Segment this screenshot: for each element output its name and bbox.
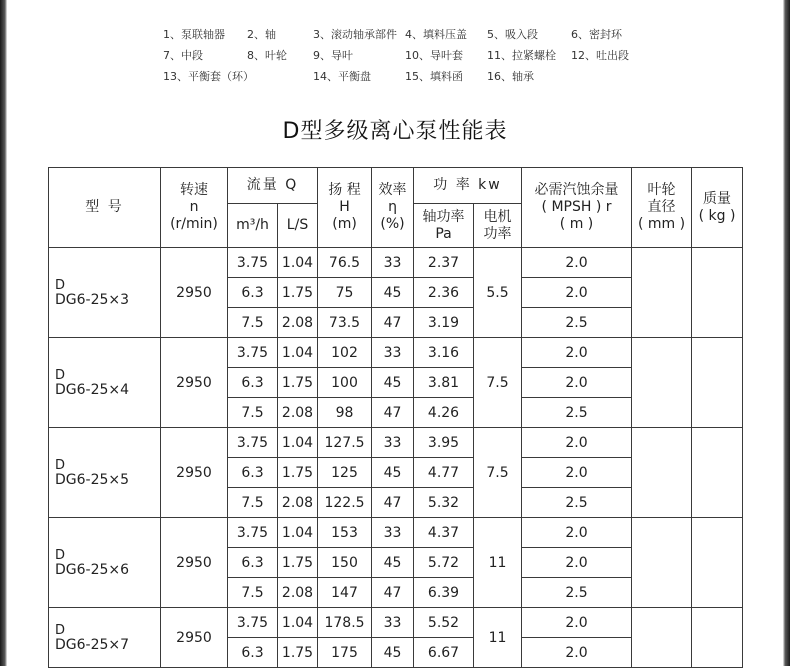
flow-m3h-cell: 6.3 [228,458,278,488]
model-name: DG6-25×6 [55,561,130,578]
model-cell [49,608,161,668]
flow-m3h-cell: 6.3 [228,368,278,398]
head-cell: 147 [318,578,372,608]
flow-m3h-cell: 7.5 [228,488,278,518]
shaft-power-cell: 3.19 [414,308,474,338]
impeller-diameter-cell [632,248,692,338]
flow-m3h-cell: 6.3 [228,638,278,668]
flow-ls-cell: 1.04 [278,608,318,638]
flow-m3h-cell: 6.3 [228,548,278,578]
model-cell [49,428,161,518]
speed-cell: 2950 [161,428,228,518]
head-cell: 153 [318,518,372,548]
legend-item: 4、填料压盖 [405,28,467,41]
legend-item: 15、填料函 [405,70,463,83]
left-edge-shadow [0,0,7,666]
shaft-power-cell: 5.32 [414,488,474,518]
legend-item: 16、轴承 [487,70,534,83]
head-cell: 102 [318,338,372,368]
head-cell: 98 [318,398,372,428]
model-cell [49,518,161,608]
efficiency-cell: 33 [372,428,414,458]
table-row [49,338,743,368]
efficiency-cell: 45 [372,638,414,668]
header-motor-power: 电机 功率 [474,204,522,248]
head-cell: 127.5 [318,428,372,458]
efficiency-cell: 47 [372,398,414,428]
speed-cell: 2950 [161,518,228,608]
header-model: 型 号 [49,168,161,248]
flow-ls-cell: 2.08 [278,308,318,338]
head-cell: 150 [318,548,372,578]
head-cell: 76.5 [318,248,372,278]
shaft-power-cell: 5.72 [414,548,474,578]
motor-power-cell: 7.5 [474,338,522,428]
motor-power-cell: 11 [474,608,522,668]
mass-cell [692,428,743,518]
npsh-cell: 2.5 [522,488,632,518]
header-efficiency: 效率 η (%) [372,168,414,248]
efficiency-cell: 47 [372,308,414,338]
flow-ls-cell: 1.04 [278,338,318,368]
legend-item: 2、轴 [247,28,276,41]
model-prefix: D [55,457,66,473]
flow-m3h-cell: 7.5 [228,308,278,338]
npsh-cell: 2.0 [522,518,632,548]
flow-m3h-cell: 3.75 [228,608,278,638]
head-cell: 75 [318,278,372,308]
npsh-cell: 2.0 [522,248,632,278]
efficiency-cell: 45 [372,548,414,578]
model-prefix: D [55,547,66,563]
shaft-power-cell: 4.37 [414,518,474,548]
legend-item: 9、导叶 [313,49,353,62]
header-impeller-diameter: 叶轮 直径 ( mm ) [632,168,692,248]
head-cell: 122.5 [318,488,372,518]
legend-row [163,66,683,87]
efficiency-cell: 45 [372,278,414,308]
flow-ls-cell: 1.75 [278,638,318,668]
legend-item: 10、导叶套 [405,49,463,62]
legend-item: 11、拉紧螺栓 [487,49,556,62]
flow-ls-cell: 1.04 [278,518,318,548]
flow-ls-cell: 2.08 [278,398,318,428]
shaft-power-cell: 4.77 [414,458,474,488]
flow-ls-cell: 1.04 [278,428,318,458]
npsh-cell: 2.0 [522,368,632,398]
header-power: 功 率 kw [414,168,522,204]
table-row [49,248,743,278]
head-cell: 73.5 [318,308,372,338]
table-header [49,168,743,248]
flow-ls-cell: 1.75 [278,458,318,488]
table-row [49,608,743,638]
header-head: 扬 程 H (m) [318,168,372,248]
head-cell: 178.5 [318,608,372,638]
legend-row [163,24,683,45]
header-speed: 转速 n (r/min) [161,168,228,248]
legend-item: 5、吸入段 [487,28,538,41]
shaft-power-cell: 6.39 [414,578,474,608]
header-flow: 流量 Q [228,168,318,204]
legend-item: 6、密封环 [571,28,622,41]
npsh-cell: 2.5 [522,578,632,608]
flow-m3h-cell: 6.3 [228,278,278,308]
header-flow-ls: L/S [278,204,318,248]
npsh-cell: 2.0 [522,428,632,458]
mass-cell [692,608,743,668]
speed-cell: 2950 [161,338,228,428]
head-cell: 175 [318,638,372,668]
flow-m3h-cell: 3.75 [228,428,278,458]
flow-m3h-cell: 3.75 [228,338,278,368]
flow-m3h-cell: 7.5 [228,398,278,428]
model-prefix: D [55,367,66,383]
page-title: D型多级离心泵性能表 [282,119,508,144]
table-row [49,518,743,548]
impeller-diameter-cell [632,608,692,668]
model-name: DG6-25×4 [55,381,130,398]
flow-ls-cell: 1.75 [278,548,318,578]
flow-ls-cell: 1.04 [278,248,318,278]
npsh-cell: 2.0 [522,338,632,368]
motor-power-cell: 5.5 [474,248,522,338]
efficiency-cell: 45 [372,368,414,398]
shaft-power-cell: 6.67 [414,638,474,668]
impeller-diameter-cell [632,518,692,608]
legend-item: 7、中段 [163,49,203,62]
right-edge-shadow [783,0,790,666]
motor-power-cell: 11 [474,518,522,608]
efficiency-cell: 33 [372,248,414,278]
npsh-cell: 2.0 [522,458,632,488]
table-body [49,248,743,668]
flow-ls-cell: 2.08 [278,578,318,608]
legend-item: 1、泵联轴器 [163,28,225,41]
performance-table [48,167,743,668]
legend-item: 8、叶轮 [247,49,287,62]
model-name: DG6-25×3 [55,291,130,308]
efficiency-cell: 47 [372,578,414,608]
model-prefix: D [55,277,66,293]
npsh-cell: 2.0 [522,548,632,578]
motor-power-cell: 7.5 [474,428,522,518]
mass-cell [692,338,743,428]
efficiency-cell: 47 [372,488,414,518]
flow-m3h-cell: 3.75 [228,248,278,278]
header-shaft-power: 轴功率 Pa [414,204,474,248]
head-cell: 100 [318,368,372,398]
shaft-power-cell: 2.37 [414,248,474,278]
npsh-cell: 2.0 [522,608,632,638]
flow-m3h-cell: 3.75 [228,518,278,548]
flow-ls-cell: 1.75 [278,368,318,398]
shaft-power-cell: 3.16 [414,338,474,368]
flow-ls-cell: 2.08 [278,488,318,518]
shaft-power-cell: 3.81 [414,368,474,398]
npsh-cell: 2.5 [522,308,632,338]
shaft-power-cell: 2.36 [414,278,474,308]
shaft-power-cell: 4.26 [414,398,474,428]
head-cell: 125 [318,458,372,488]
legend-row [163,45,683,66]
speed-cell: 2950 [161,248,228,338]
model-prefix: D [55,622,66,638]
parts-legend [163,24,683,87]
flow-ls-cell: 1.75 [278,278,318,308]
efficiency-cell: 33 [372,608,414,638]
npsh-cell: 2.5 [522,398,632,428]
model-name: DG6-25×7 [55,636,130,653]
legend-item: 14、平衡盘 [313,70,371,83]
header-mass: 质量 ( kg ) [692,168,743,248]
shaft-power-cell: 5.52 [414,608,474,638]
legend-item: 12、吐出段 [571,49,629,62]
model-cell [49,248,161,338]
impeller-diameter-cell [632,428,692,518]
efficiency-cell: 45 [372,458,414,488]
shaft-power-cell: 3.95 [414,428,474,458]
legend-item: 3、滚动轴承部件 [313,28,397,41]
efficiency-cell: 33 [372,518,414,548]
model-name: DG6-25×5 [55,471,130,488]
efficiency-cell: 33 [372,338,414,368]
npsh-cell: 2.0 [522,638,632,668]
header-flow-m3h: m³/h [228,204,278,248]
mass-cell [692,248,743,338]
table-row [49,428,743,458]
speed-cell: 2950 [161,608,228,668]
header-npsh: 必需汽蚀余量 ( MPSH ) r ( m ) [522,168,632,248]
flow-m3h-cell: 7.5 [228,578,278,608]
model-cell [49,338,161,428]
mass-cell [692,518,743,608]
impeller-diameter-cell [632,338,692,428]
npsh-cell: 2.0 [522,278,632,308]
legend-item: 13、平衡套（环） [163,70,254,83]
